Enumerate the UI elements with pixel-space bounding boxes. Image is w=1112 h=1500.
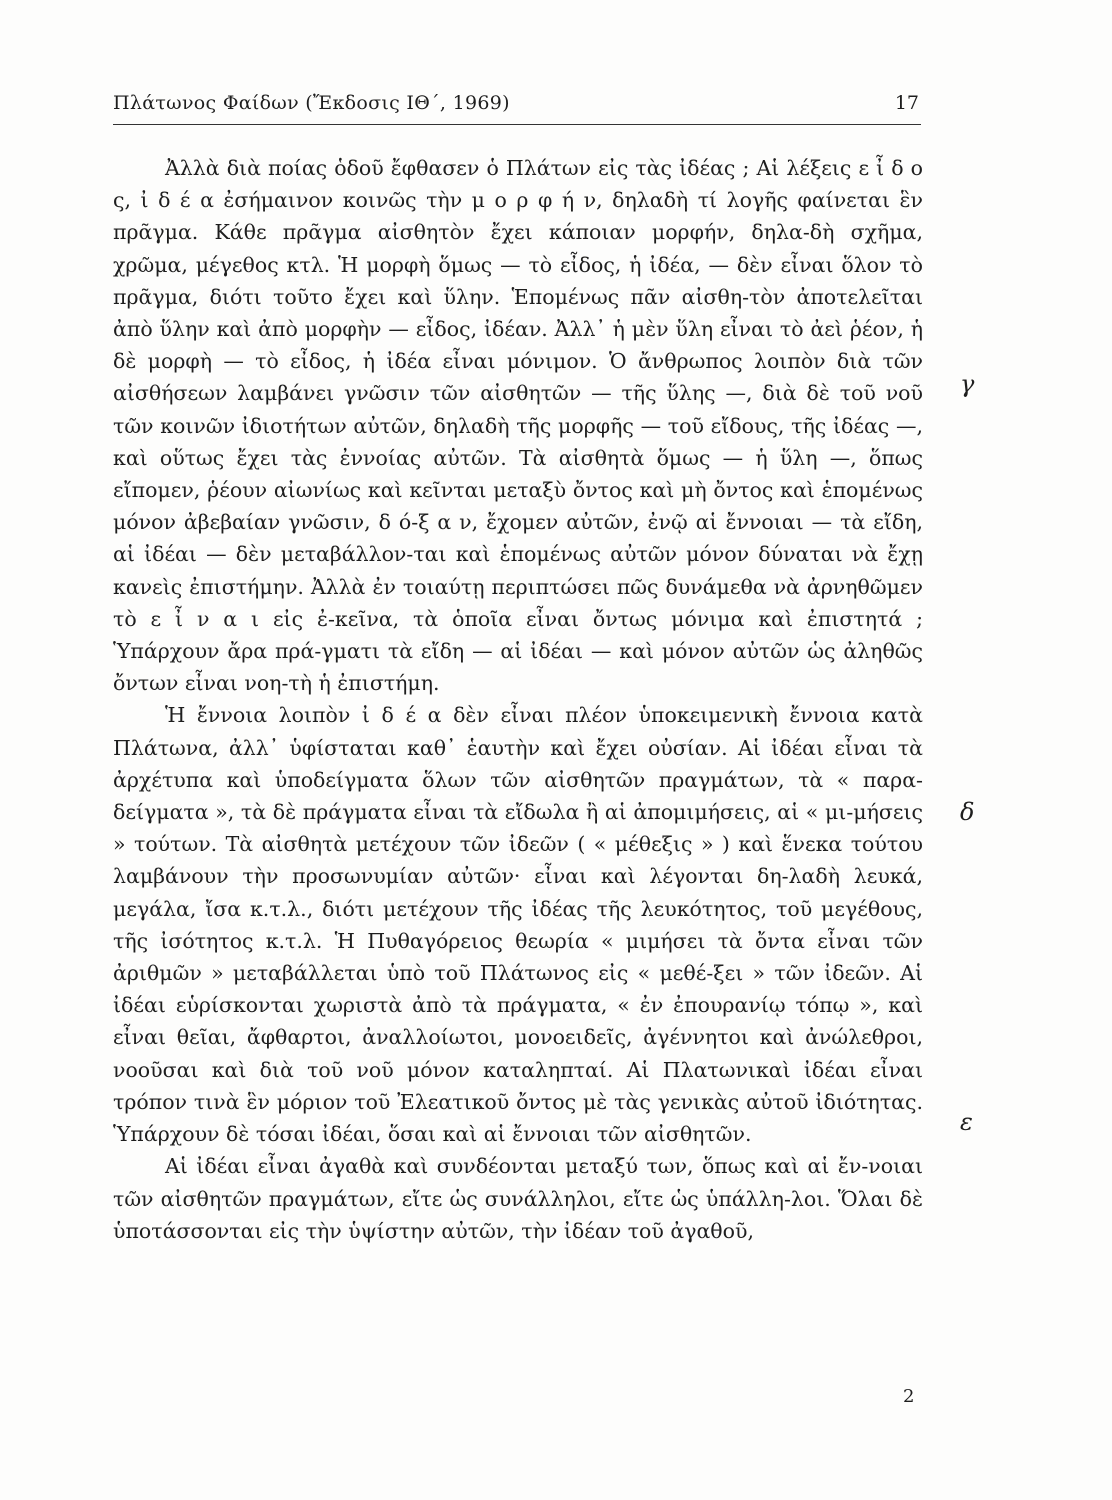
paragraph-2: Ἡ ἔννοια λοιπὸν ἰ δ έ α δὲν εἶναι πλέον ὑποκειμενικὴ ἔννοια κατὰ Πλάτωνα, ἀλλ᾽ ὑφίσταται καθ᾽ ἑαυτὴν καὶ ἔχει οὐσίαν. Αἱ ἰδέαι εἶναι τὰ ἀρχέτυπα καὶ ὑποδείγματα ὅλων τῶν αἰσθητῶν πραγμάτων, τὰ « παρα-δείγματα », τὰ δὲ πράγματα εἶναι τὰ εἴδωλα ἢ αἱ ἀπομιμήσεις, αἱ « μι-μήσεις » τούτων. Τὰ αἰσθητὰ μετέχουν τῶν ἰδεῶν ( « μέθεξις » ) καὶ ἕνεκα τούτου λαμβάνουν τὴν προσωνυμίαν αὐτῶν· εἶναι καὶ λέγονται δη-λαδὴ λευκά, μεγάλα, ἴσα κ.τ.λ., διότι μετέχουν τῆς ἰδέας τῆς λευκότητος, τοῦ μεγέθους, τῆς ἰσότητος κ.τ.λ. Ἡ Πυθαγόρειος θεωρία « μιμήσει τὰ ὄντα εἶναι τῶν ἀριθμῶν » μεταβάλλεται ὑπὸ τοῦ Πλάτωνος εἰς « μεθέ-ξει » τῶν ἰδεῶν. Αἱ ἰδέαι εὑρίσκονται χωριστὰ ἀπὸ τὰ πράγματα, « ἐν ἐπουρανίῳ τόπῳ », καὶ εἶναι θεῖαι, ἄφθαρτοι, ἀναλλοίωτοι, μονοειδεῖς, ἀγέννητοι καὶ ἀνώλεθροι, νοοῦσαι καὶ διὰ τοῦ νοῦ μόνον καταληπταί. Αἱ Πλατωνικαὶ ἰδέαι εἶναι τρόπον τινὰ ἓν μόριον τοῦ Ἐλεατικοῦ ὄντος μὲ τὰς γενικὰς αὐτοῦ ἰδιότητας. Ὑπάρχουν δὲ τόσαι ἰδέαι, ὅσαι καὶ αἱ ἔννοιαι τῶν αἰσθητῶν. [113, 703, 923, 1147]
running-title: Πλάτωνος Φαίδων (Ἔκδοσις ΙΘ΄, 1969) [113, 92, 510, 114]
paragraph-3: Αἱ ἰδέαι εἶναι ἀγαθὰ καὶ συνδέονται μεταξύ των, ὅπως καὶ αἱ ἔν-νοιαι τῶν αἰσθητῶν πραγμάτων, εἴτε ὡς συνάλληλοι, εἴτε ὡς ὑπάλλη-λοι. Ὅλαι δὲ ὑποτάσσονται εἰς τὴν ὑψίστην αὐτῶν, τὴν ἰδέαν τοῦ ἀγαθοῦ, [113, 1154, 923, 1243]
signature-mark: 2 [903, 1386, 915, 1407]
page-number: 17 [894, 92, 919, 114]
margin-note-delta: δ [960, 798, 975, 826]
paragraph-1: Ἀλλὰ διὰ ποίας ὁδοῦ ἔφθασεν ὁ Πλάτων εἰς τὰς ἰδέας ; Αἱ λέξεις ε ἶ δ ο ς, ἰ δ έ α ἐσήμαινον κοινῶς τὴν μ ο ρ φ ή ν, δηλαδὴ τί λογῆς φαίνεται ἓν πρᾶγμα. Κάθε πρᾶγμα αἰσθητὸν ἔχει κάποιαν μορφήν, δηλα-δὴ σχῆμα, χρῶμα, μέγεθος κτλ. Ἡ μορφὴ ὅμως — τὸ εἶδος, ἡ ἰδέα, — δὲν εἶναι ὅλον τὸ πρᾶγμα, διότι τοῦτο ἔχει καὶ ὕλην. Ἑπομένως πᾶν αἰσθη-τὸν ἀποτελεῖται ἀπὸ ὕλην καὶ ἀπὸ μορφὴν — εἶδος, ἰδέαν. Ἀλλ᾽ ἡ μὲν ὕλη εἶναι τὸ ἀεὶ ῥέον, ἡ δὲ μορφὴ — τὸ εἶδος, ἡ ἰδέα εἶναι μόνιμον. Ὁ ἄνθρωπος λοιπὸν διὰ τῶν αἰσθήσεων λαμβάνει γνῶσιν τῶν αἰσθητῶν — τῆς ὕλης —, διὰ δὲ τοῦ νοῦ τῶν κοινῶν ἰδιοτήτων αὐτῶν, δηλαδὴ τῆς μορφῆς — τοῦ εἴδους, τῆς ἰδέας —, καὶ οὕτως ἔχει τὰς ἐννοίας αὐτῶν. Τὰ αἰσθητὰ ὅμως — ἡ ὕλη —, ὅπως εἴπομεν, ῥέουν αἰωνίως καὶ κεῖνται μεταξὺ ὄντος καὶ μὴ ὄντος καὶ ἑπομένως μόνον ἀβεβαίαν γνῶσιν, δ ό-ξ α ν, ἔχομεν αὐτῶν, ἐνῷ αἱ ἔννοιαι — τὰ εἴδη, αἱ ἰδέαι — δὲν μεταβάλλον-ται καὶ ἑπομένως αὐτῶν μόνον δύναται νὰ ἔχῃ κανεὶς ἐπιστήμην. Ἀλλὰ ἐν τοιαύτῃ περιπτώσει πῶς δυνάμεθα νὰ ἀρνηθῶμεν τὸ ε ἶ ν α ι εἰς ἐ-κεῖνα, τὰ ὁποῖα εἶναι ὄντως μόνιμα καὶ ἐπιστητά ; Ὑπάρχουν ἄρα πρά-γματι τὰ εἴδη — αἱ ἰδέαι — καὶ μόνον αὐτῶν ὡς ἀληθῶς ὄντων εἶναι νοη-τὴ ἡ ἐπιστήμη. [113, 156, 923, 696]
margin-note-gamma: γ [960, 370, 975, 398]
running-head [113, 90, 921, 125]
margin-note-epsilon: ε [960, 1108, 973, 1136]
body-text [113, 152, 923, 1247]
